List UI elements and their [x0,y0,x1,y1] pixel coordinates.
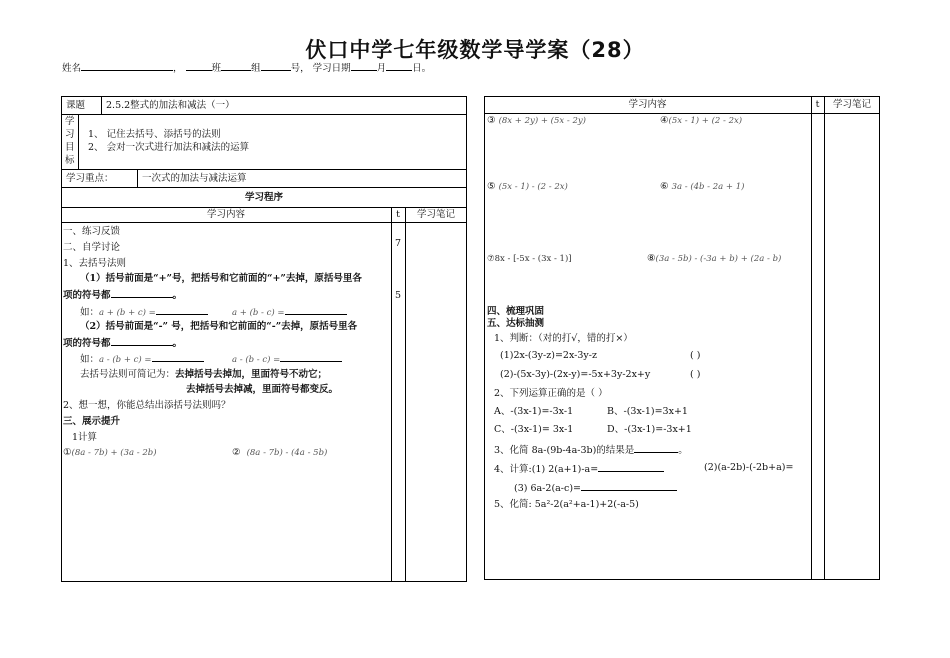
example-row-2 [232,305,347,319]
class-label: 班 [211,63,222,74]
right-col-notes: 学习笔记 [832,99,871,110]
section-5: 五、达标抽测 [487,318,545,329]
right-col-content: 学习内容 [628,99,667,110]
group-blank[interactable] [221,61,251,71]
student-info-line: 姓名 ， 班 组 号， 学习日期 月 日。 [62,63,432,74]
left-col-t: t [396,209,400,220]
question-4-3-blank[interactable] [581,481,677,491]
question-4-1: 4、计算:(1) 2(a+1)-a= [494,462,664,476]
section-3-1: 1计算 [72,432,98,443]
example-row-1: 如：a + (b + c) = [80,305,208,319]
month-blank[interactable] [351,61,377,71]
rule-1-line-a: （1）括号前面是“+”号，把括号和它前面的“+”去掉，原括号里各 [80,273,362,284]
example-2: a + (b - c) = [232,308,285,318]
calc-3: ③ (8x + 2y) + (5x - 2y) [487,115,586,126]
left-col-notes: 学习笔记 [416,209,455,220]
class-blank[interactable] [186,61,212,71]
mnemonic-1: 去掉括号去掉加，里面符号不动它； [175,369,328,380]
t-value-2: 5 [395,290,402,301]
question-1b: (2)-(5x-3y)-(2x-y)=-5x+3y-2x+y [500,369,651,380]
left-col-content: 学习内容 [206,209,245,220]
number-blank[interactable] [261,61,291,71]
rule-2-line-b: 项的符号都 。 [63,338,183,349]
day-blank[interactable] [386,61,412,71]
key-label: 学习重点： [66,173,114,184]
example-row-3: 如：a - (b + c) = [80,352,204,366]
topic-value: 2.5.2整式的加法和减法（一） [106,100,235,111]
objectives-label-1: 学 [65,116,75,127]
objective-2: 2、 会对一次式进行加法和减法的运算 [88,142,250,153]
procedure-title: 学习程序 [244,192,283,203]
example-1: a + (b + c) = [99,308,156,318]
objective-1: 1、 记住去括号、添括号的法则 [88,129,221,140]
section-4: 四、梳理巩固 [487,306,545,317]
calc-7: ⑦8x - [-5x - (3x - 1)] [487,254,572,264]
question-2-option-a[interactable]: A、-(3x-1)=-3x-1 [494,406,574,417]
question-1a: (1)2x-(3y-z)=2x-3y-z [500,350,597,361]
key-value: 一次式的加法与减法运算 [142,173,247,184]
rule-1-line-b: 项的符号都 。 [63,290,183,301]
mnemonic-2: 去掉括号去掉减，里面符号都变反。 [186,384,339,395]
question-3-blank[interactable] [634,443,678,453]
objectives-label-2: 习 [65,129,75,140]
question-3: 3、化简 8a-(9b-4a-3b)的结果是 。 [494,445,688,456]
topic-label: 课题 [66,100,86,111]
question-2-option-c[interactable]: C、-(3x-1)= 3x-1 [494,424,574,435]
objectives-label-4: 标 [65,155,75,166]
calc-5: ⑤ (5x - 1) - (2 - 2x) [487,181,568,192]
rule-2-blank[interactable] [111,336,173,346]
question-1b-paren[interactable]: ( ) [690,369,701,380]
objectives-label-3: 目 [65,142,75,153]
section-2-2: 2、想一想，你能总结出添括号法则吗？ [63,400,231,411]
question-1a-paren[interactable]: ( ) [690,350,701,361]
calc-8: ⑧(3a - 5b) - (-3a + b) + (2a - b) [647,253,782,264]
right-col-t: t [815,99,820,110]
mnemonic-row-1: 去括号法则可简记为：去掉括号去掉加，里面符号不动它； [80,369,328,380]
page-title: 伏口中学七年级数学导学案（28） [305,38,645,62]
date-label: 学习日期 [312,63,351,74]
group-label: 组 [251,63,261,74]
question-5: 5、化简: 5a²-2(a²+a-1)+2(-a-5) [494,499,639,510]
name-label: 姓名 [62,63,82,74]
example-3-blank[interactable] [152,352,204,362]
question-2: 2、下列运算正确的是（ ） [494,388,608,399]
rule-1-blank[interactable] [111,288,173,298]
question-1: 1、判断：（对的打√，错的打×） [494,333,633,344]
day-label: 日。 [412,63,432,74]
month-label: 月 [376,63,387,74]
section-2: 二、自学讨论 [63,242,121,253]
name-blank[interactable] [81,61,173,71]
number-label: 号， [290,63,310,74]
question-4-1-blank[interactable] [598,462,664,472]
example-2-blank[interactable] [285,305,347,315]
question-2-option-d[interactable]: D、-(3x-1)=-3x+1 [607,424,692,435]
calc-1: ①(8a - 7b) + (3a - 2b) [63,447,157,458]
rule-2-line-a: （2）括号前面是“-” 号，把括号和它前面的“-”去掉，原括号里各 [80,321,358,332]
calc-4: ④(5x - 1) + (2 - 2x) [660,115,743,126]
example-4-blank[interactable] [280,352,342,362]
section-3: 三、展示提升 [63,416,121,427]
section-1: 一、练习反馈 [63,226,121,237]
calc-2: ② (8a - 7b) - (4a - 5b) [232,447,328,458]
section-2-1: 1、去括号法则 [63,258,127,269]
calc-6: ⑥ 3a - (4b - 2a + 1) [660,181,745,192]
question-2-option-b[interactable]: B、-(3x-1)=3x+1 [607,406,688,417]
example-1-blank[interactable] [156,305,208,315]
question-4-2: (2)(a-2b)-(-2b+a)= [704,462,794,473]
example-4: a - (b - c) = [232,355,281,365]
example-3: a - (b + c) = [99,355,152,365]
t-value-1: 7 [395,238,402,249]
example-row-4 [232,352,342,366]
question-4-3: (3) 6a-2(a-c)= [514,481,677,495]
